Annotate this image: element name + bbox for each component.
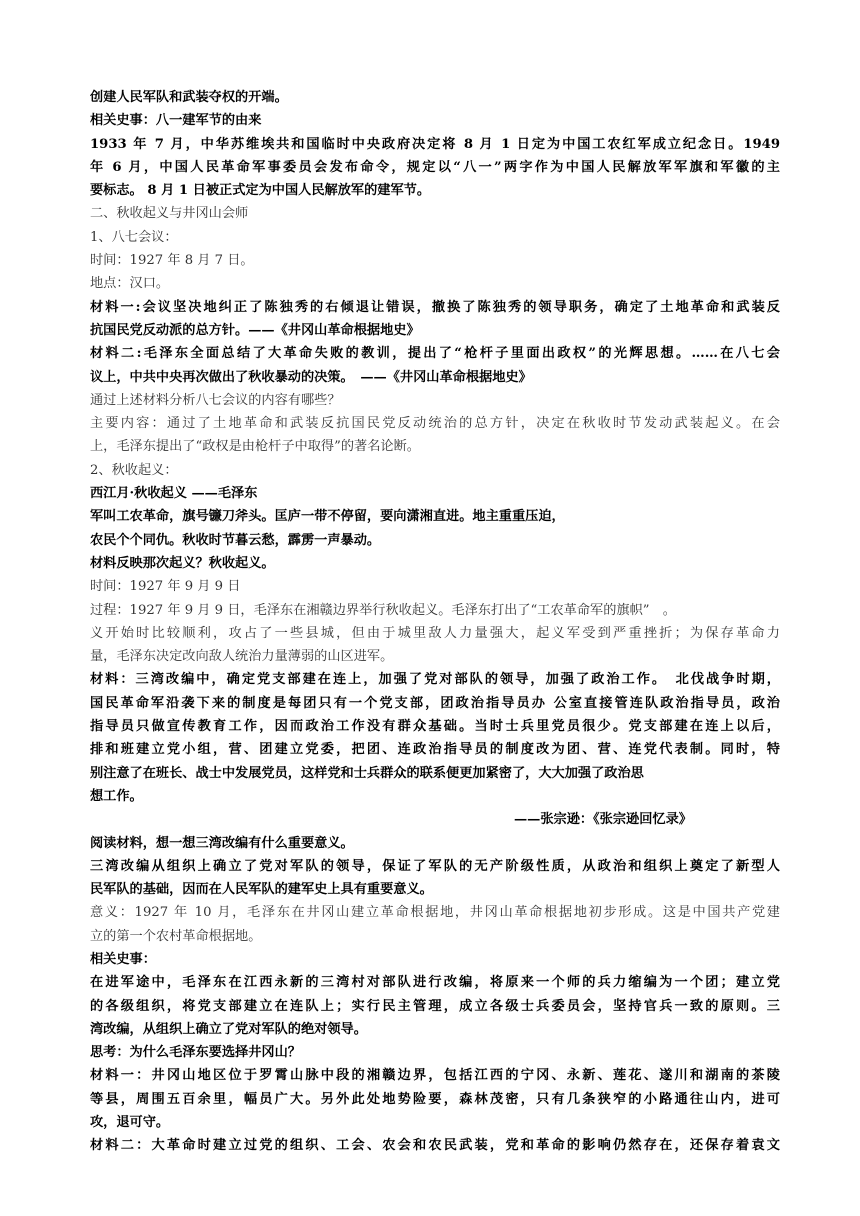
text-line: 等县，周围五百余里，幅员广大。另外此处地势险要，森林茂密，只有几条狭窄的小路通往山内，进可	[90, 1091, 780, 1107]
text-line: 主要内容：通过了土地革命和武装反抗国民党反动统治的总方针，决定在秋收时节发动武装起义。在会	[90, 416, 780, 432]
text-line: 军叫工农革命，旗号镰刀斧头。匡庐一带不停留，要向潇湘直进。地主重重压迫，	[90, 509, 565, 525]
text-line: 排和班建立党小组，营、团建立党委，把团、连政治指导员的制度改为团、营、连党代表制。同时，特	[90, 742, 780, 758]
text-line: 抗国民党反动派的总方针。——《井冈山革命根据地史》	[90, 322, 420, 338]
text-line: 2、秋收起义：	[90, 462, 178, 478]
text-line: 年 6 月，中国人民革命军事委员会发布命令，规定以“八一”两字作为中国人民解放军军旗和军徽的主	[90, 159, 780, 175]
text-line: 思考：为什么毛泽东要选择井冈山？	[90, 1045, 301, 1061]
text-line: 1933 年 7 月，中华苏维埃共和国临时中央政府决定将 8 月 1 日定为中国工农红军成立纪念日。1949	[90, 136, 780, 152]
text-line: 国民革命军沿袭下来的制度是每团只有一个党支部，团政治指导员办 公室直接管连队政治指导员，政治	[90, 695, 780, 711]
text-line: 想工作。	[90, 788, 143, 804]
text-line: 攻，退可守。	[90, 1115, 170, 1131]
text-line: 意义：1927 年 10 月，毛泽东在井冈山建立革命根据地，井冈山革命根据地初步形成。这是中国共产党建	[90, 905, 780, 921]
text-line: 材料：三湾改编中，确定党支部建在连上，加强了党对部队的领导，加强了政治工作。 北伐战争时期，	[90, 672, 780, 688]
text-line: 民军队的基础，因而在人民军队的建军史上具有重要意义。	[90, 882, 433, 898]
text-line: 立的第一个农村革命根据地。	[90, 928, 262, 944]
text-line: 农民个个同仇。秋收时节暮云愁，霹雳一声暴动。	[90, 532, 381, 548]
text-line: 量，毛泽东决定改向敌人统治力量薄弱的山区进军。	[90, 649, 394, 665]
text-line: 要标志。 8 月 1 日被正式定为中国人民解放军的建军节。	[90, 183, 431, 199]
text-line: 材料反映那次起义？秋收起义。	[90, 555, 275, 571]
text-line: 二、秋收起义与井冈山会师	[90, 206, 249, 222]
text-line: 创建人民军队和武装夺权的开端。	[90, 90, 288, 105]
text-line: 义开始时比较顺利，攻占了一些县城，但由于城里敌人力量强大，起义军受到严重挫折；为保存革命力	[90, 625, 780, 641]
text-line: 材料一:会议坚决地纠正了陈独秀的右倾退让错误，撤换了陈独秀的领导职务，确定了土地革命和武装反	[90, 299, 780, 315]
text-line: 时间：1927 年 9 月 9 日	[90, 579, 241, 595]
text-line: 指导员只做宣传教育工作，因而政治工作没有群众基础。当时士兵里党员很少。党支部建在连上以后，	[90, 719, 780, 735]
text-line: 材料二:毛泽东全面总结了大革命失败的教训，提出了“枪杆子里面出政权”的光辉思想。……在八七会	[90, 346, 780, 362]
text-line: 过程：1927 年 9 月 9 日，毛泽东在湘赣边界举行秋收起义。毛泽东打出了“工农革命军的旗帜” 。	[90, 602, 676, 618]
text-line: 的各级组织，将党支部建立在连队上；实行民主管理，成立各级士兵委员会，坚持官兵一致的原则。三	[90, 998, 780, 1014]
text-line: 阅读材料，想一想三湾改编有什么重要意义。	[90, 835, 354, 851]
text-line: 湾改编，从组织上确立了党对军队的绝对领导。	[90, 1021, 367, 1037]
text-line: 1、八七会议：	[90, 229, 178, 245]
text-line: 通过上述材料分析八七会议的内容有哪些？	[90, 392, 341, 408]
text-line: 时间：1927 年 8 月 7 日。	[90, 253, 254, 269]
text-line: 三湾改编从组织上确立了党对军队的领导，保证了军队的无产阶级性质，从政治和组织上奠定了新型人	[90, 858, 780, 874]
text-line: 议上，中共中央再次做出了秋收暴动的决策。 ——《井冈山革命根据地史》	[90, 369, 532, 385]
text-line: ——张宗逊：《张宗逊回忆录》	[513, 812, 692, 828]
text-line: 地点：汉口。	[90, 276, 170, 292]
text-line: 材料二：大革命时建立过党的组织、工会、农会和农民武装，党和革命的影响仍然存在，还保存着袁文	[90, 1138, 780, 1154]
text-line: 相关史事：八一建军节的由来	[90, 113, 262, 129]
text-line: 上，毛泽东提出了“政权是由枪杆子中取得”的著名论断。	[90, 439, 420, 455]
text-line: 相关史事：	[90, 951, 156, 967]
text-line: 别注意了在班长、战士中发展党员，这样党和士兵群众的联系便更加紧密了，大大加强了政治思	[90, 765, 644, 781]
text-line: 西江月·秋收起义 ——毛泽东	[90, 486, 258, 502]
text-line: 材料一：井冈山地区位于罗霄山脉中段的湘赣边界，包括江西的宁冈、永新、莲花、遂川和湖南的茶陵	[90, 1068, 780, 1084]
text-line: 在进军途中，毛泽东在江西永新的三湾村对部队进行改编，将原来一个师的兵力缩编为一个团；建立党	[90, 975, 780, 991]
